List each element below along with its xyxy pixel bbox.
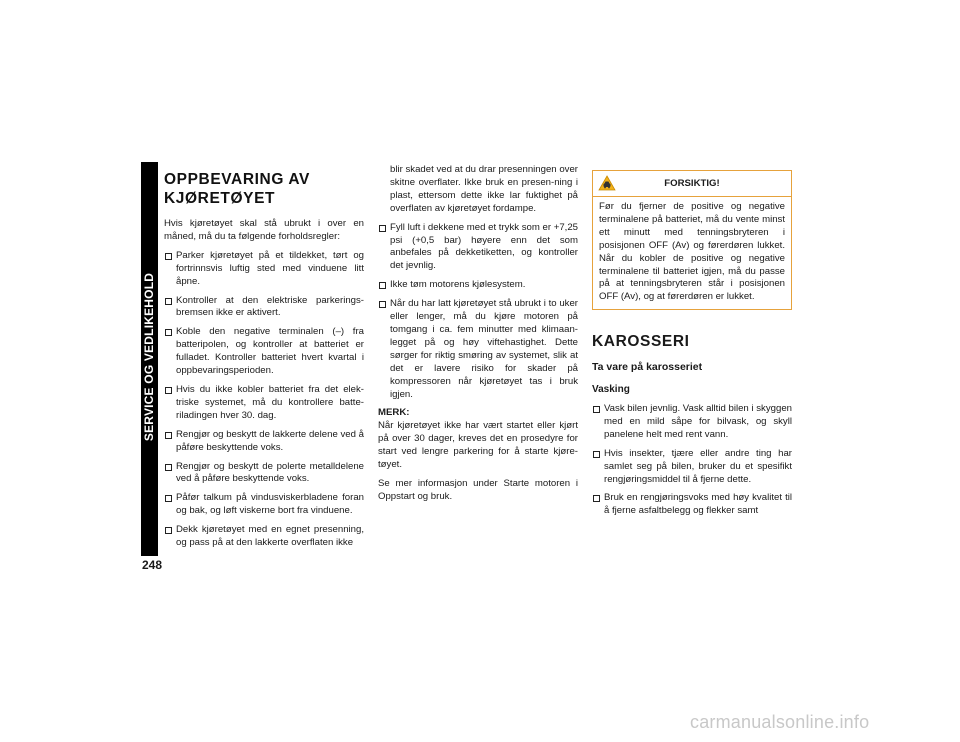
washing-list bbox=[592, 403, 792, 518]
section-title: KAROSSERI bbox=[592, 333, 690, 351]
page-number: 248 bbox=[142, 558, 163, 572]
list-item: Ikke tøm motorens kjølesystem. bbox=[378, 279, 578, 292]
checkbox-bullet-icon bbox=[379, 282, 386, 289]
list-item: Rengjør og beskytt de polerte metalldelene ved å påføre beskyttende voks. bbox=[164, 461, 364, 487]
checkbox-bullet-icon bbox=[379, 225, 386, 232]
list-item: Påfør talkum på vindusviskerbladene foran og bak, og løft viskerne bort fra vinduene. bbox=[164, 492, 364, 518]
checkbox-bullet-icon bbox=[593, 451, 600, 458]
section-side-label: SERVICE OG VEDLIKEHOLD bbox=[142, 272, 156, 442]
see-more-text: Se mer informasjon under Starte motoren i Oppstart og bruk. bbox=[378, 477, 578, 502]
sub-sub-title: Vasking bbox=[592, 384, 630, 396]
checkbox-bullet-icon bbox=[165, 329, 172, 336]
title-line-2: KJØRETØYET bbox=[164, 190, 276, 207]
list-item: Fyll luft i dekkene med et trykk som er +7,25 psi (+0,5 bar) høyere enn det som anbefales på dekketiketten, og kontroller det jevnlig. bbox=[378, 222, 578, 274]
checkbox-bullet-icon bbox=[165, 432, 172, 439]
right-column bbox=[592, 170, 792, 524]
list-item: Parker kjøretøyet på et tildekket, tørt og fortrinnsvis luftig sted med vinduene litt åpne. bbox=[164, 250, 364, 289]
checkbox-bullet-icon bbox=[593, 495, 600, 502]
sub-title: Ta vare på karosseriet bbox=[592, 361, 703, 374]
caution-text: Før du fjerner de positive og negative terminalene på batteriet, må du vente minst ett minutt med tenningsbryteren i posisjonen OFF (Av) og førerdøren lukket. Når du kobler de positive og negative terminalene til batteriet igjen, må du passe på at tenningsbryteren står i posisjonen OFF (Av), og at førerdøren er lukket. bbox=[599, 201, 785, 303]
list-item: Kontroller at den elektriske parkerings-bremsen ikke er aktivert. bbox=[164, 295, 364, 321]
list-item: Hvis du ikke kobler batteriet fra det elek-triske systemet, må du kontrollere batte-riladingen hver 30. dag. bbox=[164, 384, 364, 423]
checkbox-bullet-icon bbox=[593, 406, 600, 413]
caution-header bbox=[593, 171, 791, 197]
intro-paragraph: Hvis kjøretøyet skal stå ubrukt i over en måned, må du ta følgende forholdsregler: bbox=[164, 218, 364, 242]
page-title bbox=[164, 170, 364, 208]
checkbox-bullet-icon bbox=[165, 253, 172, 260]
list-item: Vask bilen jevnlig. Vask alltid bilen i skyggen med en mild såpe for bilvask, og skyll panelene helt med rent vann. bbox=[592, 403, 792, 442]
title-line-1: OPPBEVARING AV bbox=[164, 171, 310, 188]
list-item: Dekk kjøretøyet med en egnet presenning, og pass på at den lakkerte overflaten ikke bbox=[164, 524, 364, 550]
left-column bbox=[164, 170, 364, 556]
checkbox-bullet-icon bbox=[165, 298, 172, 305]
note-label: MERK: bbox=[378, 407, 410, 419]
checkbox-bullet-icon bbox=[379, 301, 386, 308]
checkbox-bullet-icon bbox=[165, 495, 172, 502]
list-item: Rengjør og beskytt de lakkerte delene ved å påføre beskyttende voks. bbox=[164, 429, 364, 455]
list-item: Når du har latt kjøretøyet stå ubrukt i to uker eller lenger, må du kjøre motoren på tomgang i ca. fem minutter med klimaan-legget på og høy viftehastighet. Dette sørger for riktig smøring av systemet, slik at det er lavere risiko for skader på kompressoren når kjøretøyet tas i bruk igjen. bbox=[378, 298, 578, 401]
list-item: Hvis insekter, tjære eller andre ting har samlet seg på bilen, bruker du et spesifikt rengjøringsmiddel til å fjerne dette. bbox=[592, 448, 792, 487]
storage-list-continued bbox=[378, 222, 578, 402]
list-item: Koble den negative terminalen (–) fra batteripolen, og kontroller at batteriet er fulladet. Kontroller batteriet hvert kvartal i oppbevaringsperioden. bbox=[164, 326, 364, 378]
car-warning-icon bbox=[598, 175, 616, 191]
watermark: carmanualsonline.info bbox=[690, 712, 870, 732]
checkbox-bullet-icon bbox=[165, 464, 172, 471]
note-text: Når kjøretøyet ikke har vært startet eller kjørt på over 30 dager, kreves det en prosedyre for start ved lengre parkering for å starte kjøre-tøyet. bbox=[378, 420, 578, 471]
caution-box bbox=[592, 170, 792, 310]
storage-list bbox=[164, 250, 364, 550]
list-item: Bruk en rengjøringsvoks med høy kvalitet til å fjerne asfaltbelegg og flekker samt bbox=[592, 492, 792, 518]
checkbox-bullet-icon bbox=[165, 387, 172, 394]
continued-paragraph: blir skadet ved at du drar presenningen over skitne overflater. Ikke bruk en presen-ning i plast, ettersom dette ikke lar fuktighet på overflaten av kjøretøyet fordampe. bbox=[390, 164, 578, 214]
middle-column bbox=[378, 164, 578, 510]
caution-title: FORSIKTIG! bbox=[664, 178, 720, 189]
checkbox-bullet-icon bbox=[165, 527, 172, 534]
